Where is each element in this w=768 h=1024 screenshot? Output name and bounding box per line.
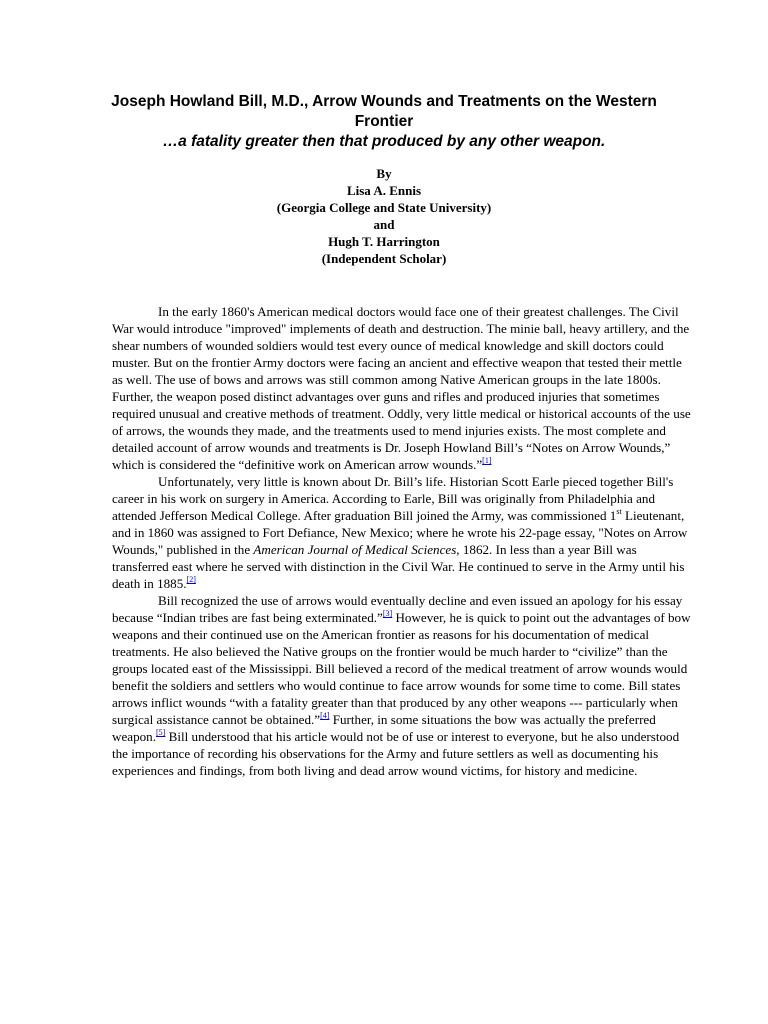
- footnote-link-4[interactable]: [4]: [320, 711, 330, 720]
- author-2-affiliation: (Independent Scholar): [321, 251, 447, 266]
- title-subtitle: …a fatality greater then that produced by any other weapon.: [162, 133, 606, 150]
- document-title: [90, 92, 678, 152]
- ordinal-superscript: st: [616, 507, 622, 516]
- footnote-link-1[interactable]: [1]: [482, 456, 492, 465]
- footnote-link-2[interactable]: [2]: [186, 575, 196, 584]
- author-1-name: Lisa A. Ennis: [346, 183, 422, 198]
- paragraph-1-text: In the early 1860's American medical doctors would face one of their greatest challenges. The Civil War would introduce "improved" implements of death and destruction. The minie ball, heavy artillery, and the shear numbers of wounded soldiers would test every ounce of medical knowledge and skill doctors could muster. But on the frontier Army doctors were facing an ancient and effective weapon that tested their mettle as well. The use of bows and arrows was still common among Native American groups in the late 1800s. Further, the weapon posed distinct advantages over guns and rifles and produced injuries that sometimes required unusual and creative methods of treatment. Oddly, very little medical or historical accounts of the use of arrows, the wounds they made, and the treatments used to mend injuries exists. The most complete and detailed account of arrow wounds and treatments is Dr. Joseph Howland Bill’s “Notes on Arrow Wounds,” which is considered the “definitive work on American arrow wounds.”: [112, 304, 691, 472]
- journal-title: American Journal of Medical Sciences: [253, 542, 457, 557]
- author-1-affiliation: (Georgia College and State University): [276, 200, 492, 215]
- byline: [100, 165, 668, 267]
- paragraph-3-text-d: Bill understood that his article would not be of use or interest to everyone, but he also understood the importance of recording his observations for the Army and future settlers as well as documenting his experiences and findings, from both living and dead arrow wound victims, for history and medicine.: [112, 729, 680, 778]
- paragraph-2-text-c: , 1862. In less than a year Bill was transferred east where he served with distinction in the Civil War. He continued to serve in the Army until his death in 1885.: [112, 542, 685, 591]
- paragraph-3-text-b: However, he is quick to point out the advantages of bow weapons and their continued use on the American frontier as reasons for his documentation of medical treatments. He also believed the Native groups on the frontier would be much harder to “civilize” than the groups located east of the Mississippi. Bill believed a record of the medical treatment of arrow wounds would benefit the soldiers and settlers who would continue to face arrow wounds for some time to come. Bill states arrows inflict wounds “with a fatality greater than that produced by any other weapons --- particularly when surgical assistance cannot be obtained.”: [112, 610, 691, 727]
- paragraph-2-text-b: Lieutenant, and in 1860 was assigned to Fort Defiance, New Mexico; where he wrote his 22-page essay, "Notes on Arrow Wounds," published in the: [112, 508, 688, 557]
- author-2-name: Hugh T. Harrington: [328, 234, 440, 249]
- paragraph-1: [112, 303, 694, 473]
- byline-by: By: [376, 166, 392, 181]
- article-body: [112, 303, 694, 779]
- paragraph-3-text-a: Bill recognized the use of arrows would eventually decline and even issued an apology for his essay because “Indian tribes are fast being exterminated.”: [112, 593, 683, 625]
- paragraph-2-text-a: Unfortunately, very little is known about Dr. Bill’s life. Historian Scott Earle pieced together Bill's career in his work on surgery in America. According to Earle, Bill was originally from Philadelphia and attended Jefferson Medical College. After graduation Bill joined the Army, was commissioned 1: [112, 474, 674, 523]
- footnote-link-3[interactable]: [3]: [382, 609, 393, 618]
- paragraph-3-text-c: Further, in some situations the bow was actually the preferred weapon.: [112, 712, 656, 744]
- footnote-link-5[interactable]: [5]: [156, 728, 166, 737]
- title-main: Joseph Howland Bill, M.D., Arrow Wounds and Treatments on the Western Frontier: [111, 93, 657, 130]
- byline-and: and: [373, 217, 395, 232]
- paragraph-3: [112, 592, 694, 779]
- paragraph-2: [112, 473, 694, 592]
